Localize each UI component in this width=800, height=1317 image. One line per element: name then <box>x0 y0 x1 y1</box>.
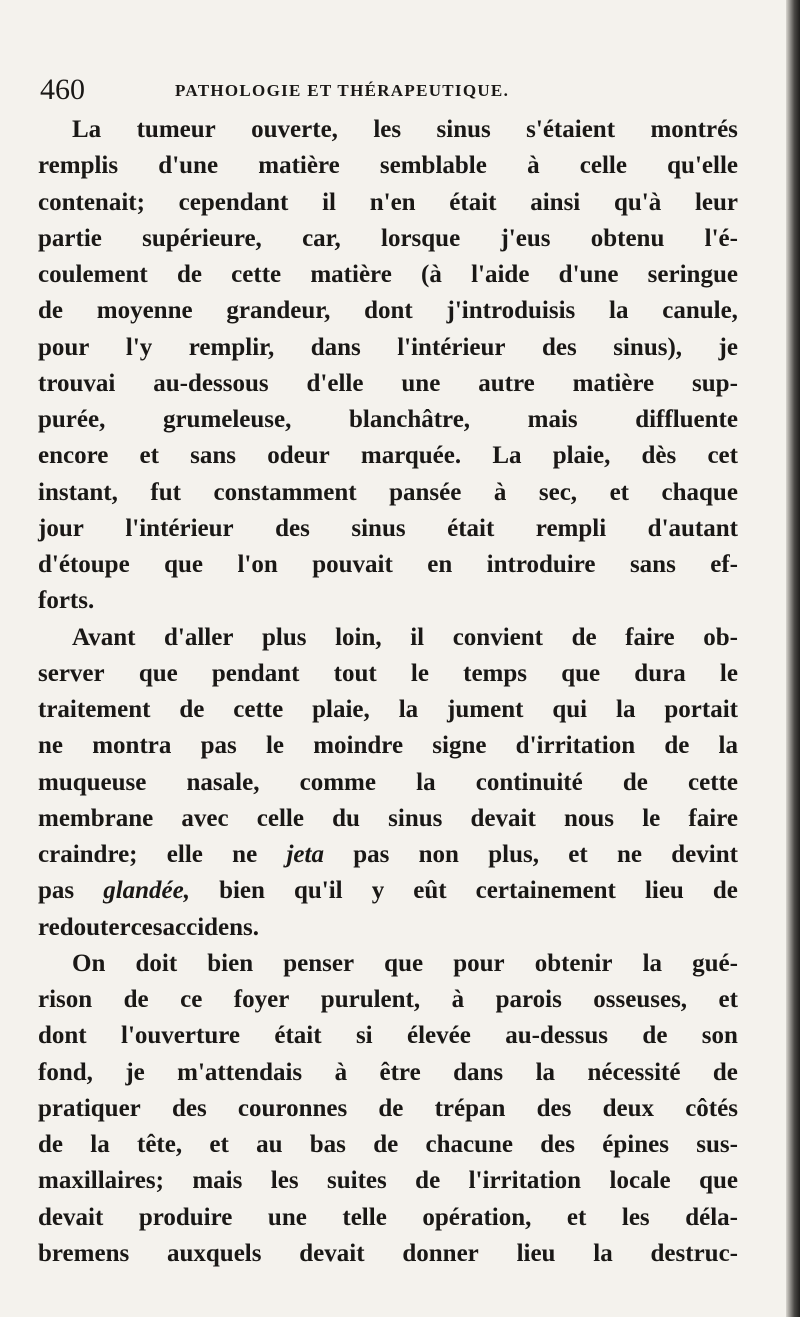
word: pas <box>353 841 390 868</box>
word: à <box>451 986 465 1013</box>
word: doit <box>135 949 178 977</box>
word: Avant <box>72 623 136 651</box>
word: la <box>593 1239 613 1267</box>
word: constamment <box>213 478 357 506</box>
word: mais <box>192 1167 243 1195</box>
text-line <box>38 221 738 257</box>
word: d'irritation <box>515 732 636 760</box>
word: ouverte, <box>251 116 338 143</box>
word: en <box>427 551 453 578</box>
word: matière <box>310 261 392 288</box>
word: l'on <box>237 551 278 578</box>
word: pour <box>38 333 90 361</box>
word: blanchâtre, <box>348 406 471 433</box>
text-line <box>38 692 738 728</box>
word: sec, <box>538 478 578 506</box>
word: forts. <box>38 587 95 615</box>
word: d'autant <box>647 514 738 542</box>
word: d'étoupe <box>38 551 130 578</box>
text-line <box>38 402 738 438</box>
word: l'ouverture <box>121 1022 240 1050</box>
word: de <box>712 1058 738 1086</box>
text-line <box>38 765 738 801</box>
word: redouter <box>38 913 131 941</box>
word: qu'il <box>293 877 343 905</box>
word: la <box>398 696 419 723</box>
word: pas <box>200 732 237 760</box>
word: de <box>123 986 149 1013</box>
word: obtenir <box>534 949 613 977</box>
word: au-dessous <box>153 369 269 397</box>
word: pour <box>453 949 505 977</box>
word: à <box>527 152 540 180</box>
word: sans <box>190 442 237 470</box>
word: elle <box>166 841 203 868</box>
word: de <box>642 1022 668 1050</box>
word: que <box>561 659 601 687</box>
word: et <box>139 442 159 470</box>
word: remplis <box>38 152 119 180</box>
text-line <box>38 1200 738 1236</box>
word: que <box>699 1167 738 1195</box>
word: chaque <box>661 478 738 506</box>
word: chacune <box>425 1131 513 1158</box>
text-line <box>38 330 738 366</box>
word: s'étaient <box>526 116 616 143</box>
word: ob- <box>703 623 738 651</box>
word: plaie, <box>312 696 370 723</box>
word: gué- <box>692 949 738 977</box>
word: le <box>719 659 738 687</box>
word: nasale, <box>186 768 260 796</box>
word: On <box>72 949 106 977</box>
word: semblable <box>379 152 487 180</box>
word: épines <box>602 1131 669 1158</box>
text-line <box>38 1236 738 1272</box>
word: maxillaires; <box>38 1167 164 1195</box>
word: seringue <box>647 261 738 288</box>
word: la <box>616 696 636 723</box>
word: dans <box>453 1058 504 1086</box>
word: des <box>542 333 577 361</box>
word: craindre; <box>38 841 138 868</box>
word: locale <box>609 1167 671 1195</box>
word: qu'à <box>613 188 662 216</box>
word: car, <box>302 224 341 252</box>
word: à <box>493 478 507 506</box>
text-line <box>38 293 738 329</box>
word: sinus <box>388 804 443 832</box>
word: mais <box>527 406 578 433</box>
word: dès <box>641 442 677 470</box>
word: de <box>415 1167 441 1195</box>
word: que <box>164 551 204 578</box>
word: non <box>418 841 459 868</box>
word: supérieure, <box>142 224 262 252</box>
word: l'aide <box>471 261 530 288</box>
word: de <box>378 1094 404 1122</box>
word: ne <box>232 841 258 868</box>
word: ef- <box>710 551 738 578</box>
word: le <box>265 732 284 760</box>
word: j'eus <box>500 224 551 252</box>
word: la <box>609 297 629 325</box>
word: ne <box>38 732 63 760</box>
word: trouvai <box>38 369 116 397</box>
word: l'intérieur <box>397 333 506 361</box>
text-line <box>38 366 738 402</box>
word: d'elle <box>306 369 364 397</box>
word: ainsi <box>530 188 581 216</box>
word: n'en <box>369 188 416 216</box>
word: au-dessus <box>505 1022 609 1050</box>
line-segment: pas <box>38 877 75 905</box>
word: certainement <box>475 877 616 905</box>
text-line <box>38 257 738 293</box>
word: ces <box>130 913 163 941</box>
text-line <box>38 1018 738 1054</box>
word: plus <box>262 623 307 651</box>
word: remplir, <box>188 333 275 361</box>
word: de <box>664 732 690 760</box>
word: encore <box>38 442 109 470</box>
word: fond, <box>38 1058 93 1086</box>
word: des <box>540 1131 575 1158</box>
word: sup- <box>692 369 738 397</box>
word: était <box>447 514 495 542</box>
word: purée, <box>38 406 106 433</box>
word: matière <box>258 152 340 180</box>
word: pansée <box>389 478 462 506</box>
word: traitement <box>38 696 151 723</box>
word: lieu <box>644 877 684 905</box>
word: la <box>90 1131 110 1158</box>
word: lorsque <box>381 224 461 252</box>
word: la <box>416 768 436 796</box>
word: penser <box>283 949 355 977</box>
word: montra <box>92 732 172 760</box>
word: temps <box>463 659 528 687</box>
word: nous <box>563 804 615 832</box>
word: devait <box>299 1239 365 1267</box>
word: cette <box>233 696 284 723</box>
word: jument <box>447 696 524 723</box>
word: m'attendais <box>177 1058 303 1086</box>
text-line <box>38 801 738 837</box>
word: autre <box>478 369 535 397</box>
word: cette <box>231 261 282 288</box>
word: contenait; <box>38 188 145 216</box>
book-spine-shadow <box>786 0 800 1317</box>
word: faire <box>688 804 738 832</box>
word: au <box>256 1131 283 1158</box>
word: parois <box>495 986 562 1013</box>
word: comme <box>299 768 376 796</box>
word: la <box>718 732 738 760</box>
word: l'y <box>125 333 153 361</box>
word: sinus <box>436 116 491 143</box>
word: sinus), <box>613 333 683 361</box>
word: rempli <box>535 514 607 542</box>
word: partie <box>38 224 102 252</box>
word: celle <box>256 804 304 832</box>
word: loin, <box>335 623 382 651</box>
word: deux <box>602 1094 654 1122</box>
word: rison <box>38 986 93 1013</box>
word: bien <box>207 949 254 977</box>
text-line <box>38 583 738 619</box>
text-line <box>38 475 738 511</box>
word: de <box>38 1131 63 1158</box>
text-line <box>38 148 738 184</box>
text-line <box>38 438 738 474</box>
word: eût <box>413 877 447 905</box>
text-line <box>38 982 738 1018</box>
word: grandeur, <box>226 297 331 325</box>
word: pendant <box>211 659 300 687</box>
word: qui <box>552 696 588 723</box>
word: j'introduisis <box>446 297 576 325</box>
word: foyer <box>233 986 290 1013</box>
word: portait <box>664 696 738 723</box>
word: accidens. <box>162 913 260 941</box>
text-line <box>38 873 738 909</box>
word: cette <box>688 768 738 796</box>
word: que <box>384 949 424 977</box>
word: des <box>536 1094 572 1122</box>
word: fut <box>150 478 181 506</box>
text-line <box>38 620 738 656</box>
text-line <box>38 837 738 873</box>
word: celle <box>579 152 627 180</box>
word: dans <box>310 333 361 361</box>
word: élevée <box>407 1022 471 1050</box>
word: ce <box>180 986 203 1013</box>
word: dura <box>634 659 686 687</box>
word: bremens <box>38 1239 130 1267</box>
word: de <box>622 768 648 796</box>
text-line <box>38 112 738 148</box>
word: déla- <box>685 1203 738 1231</box>
text-line <box>38 1127 738 1163</box>
text-line <box>38 511 738 547</box>
word: plus, <box>488 841 539 868</box>
word: montrés <box>650 116 738 143</box>
word: diffluente <box>635 406 738 433</box>
word: l'intérieur <box>125 514 234 542</box>
word: la <box>535 1058 556 1086</box>
word: cependant <box>178 188 289 216</box>
text-line <box>38 1055 738 1091</box>
word: de <box>571 623 597 651</box>
word: tout <box>333 659 377 687</box>
word: bas <box>309 1131 346 1158</box>
word: marquée. <box>360 442 462 470</box>
word: sans <box>629 551 676 578</box>
word: produire <box>138 1203 233 1231</box>
word: moindre <box>313 732 404 760</box>
text-line <box>38 185 738 221</box>
word: suites <box>327 1167 387 1195</box>
body-text <box>38 112 738 1272</box>
word: introduire <box>486 551 596 578</box>
word: convient <box>452 623 543 651</box>
word: pratiquer <box>38 1094 141 1122</box>
word: les <box>621 1203 650 1231</box>
word: ne <box>616 841 642 868</box>
word: à <box>334 1058 348 1086</box>
word: de <box>176 261 202 288</box>
word: qu'elle <box>667 152 738 180</box>
word: dont <box>364 297 413 325</box>
word: des <box>171 1094 207 1122</box>
word: (à <box>421 261 442 288</box>
word: purulent, <box>320 986 421 1013</box>
text-line <box>38 910 738 946</box>
word: de <box>373 1131 399 1158</box>
word: que <box>138 659 178 687</box>
word: des <box>275 514 310 542</box>
word: tumeur <box>136 116 216 143</box>
word: auxquels <box>167 1239 262 1267</box>
word: destruc- <box>650 1239 738 1267</box>
word: une <box>267 1203 307 1231</box>
word: cet <box>707 442 738 470</box>
word: grumeleuse, <box>162 406 292 433</box>
word: et <box>209 1131 229 1158</box>
word: côtés <box>685 1094 738 1122</box>
word: faire <box>625 623 675 651</box>
word: et <box>566 1203 587 1231</box>
word: dont <box>38 1022 87 1050</box>
word: le <box>410 659 429 687</box>
word: coulement <box>38 261 148 288</box>
word: tête, <box>137 1131 183 1158</box>
word: son <box>701 1022 738 1050</box>
word: les <box>373 116 402 143</box>
word: et <box>609 478 629 506</box>
word: muqueuse <box>38 768 147 796</box>
word: pouvait <box>312 551 393 578</box>
word: si <box>355 1022 373 1050</box>
word: et <box>568 841 588 868</box>
word: de <box>38 297 63 325</box>
word: et <box>718 986 738 1013</box>
text-line <box>38 656 738 692</box>
word: jour <box>38 514 84 542</box>
word: moyenne <box>96 297 193 325</box>
word: devint <box>671 841 738 868</box>
word: le <box>642 804 661 832</box>
italic-word-jeta: jeta <box>286 841 324 868</box>
running-head <box>40 70 760 110</box>
word: de <box>179 696 205 723</box>
word: l'é- <box>704 224 738 252</box>
word: être <box>379 1058 421 1086</box>
word: continuité <box>475 768 583 796</box>
word: il <box>410 623 425 651</box>
word: opération, <box>422 1203 532 1231</box>
text-line <box>38 1163 738 1199</box>
word: une <box>401 369 441 397</box>
italic-word-glandee: glandée, <box>103 877 190 905</box>
word: nécessité <box>587 1058 681 1086</box>
word: devait <box>470 804 536 832</box>
text-line <box>38 547 738 583</box>
page-number: 460 <box>40 73 85 106</box>
word: sinus <box>351 514 406 542</box>
running-title: PATHOLOGIE ET THÉRAPEUTIQUE. <box>175 81 510 100</box>
word: l'irritation <box>468 1167 582 1195</box>
text-line <box>38 946 738 982</box>
text-line <box>38 1091 738 1127</box>
word: osseuses, <box>593 986 688 1013</box>
word: membrane <box>38 804 154 832</box>
word: lieu <box>516 1239 556 1267</box>
word: trépan <box>434 1094 506 1122</box>
word: d'une <box>558 261 619 288</box>
word: instant, <box>38 478 118 506</box>
word: la <box>642 949 663 977</box>
word: leur <box>694 188 738 216</box>
text-line <box>38 728 738 764</box>
word: je <box>125 1058 145 1086</box>
word: du <box>332 804 360 832</box>
word: canule, <box>662 297 738 325</box>
word: d'une <box>158 152 219 180</box>
word: telle <box>342 1203 387 1231</box>
word: obtenu <box>590 224 665 252</box>
word: je <box>718 333 738 361</box>
word: de <box>712 877 738 905</box>
word: La <box>492 442 522 470</box>
word: les <box>270 1167 299 1195</box>
word: d'aller <box>164 623 234 651</box>
word: avec <box>181 804 229 832</box>
word: il <box>322 188 336 216</box>
word: signe <box>432 732 487 760</box>
word: odeur <box>267 442 330 470</box>
word: sus- <box>696 1131 738 1158</box>
word: plaie, <box>552 442 611 470</box>
word: couronnes <box>237 1094 348 1122</box>
word: y <box>371 877 385 905</box>
word: était <box>274 1022 322 1050</box>
word: La <box>72 116 102 143</box>
word: était <box>449 188 497 216</box>
word: donner <box>402 1239 479 1267</box>
word: server <box>38 659 105 687</box>
word: bien <box>219 877 265 905</box>
word: devait <box>38 1203 104 1231</box>
word: matière <box>572 369 655 397</box>
